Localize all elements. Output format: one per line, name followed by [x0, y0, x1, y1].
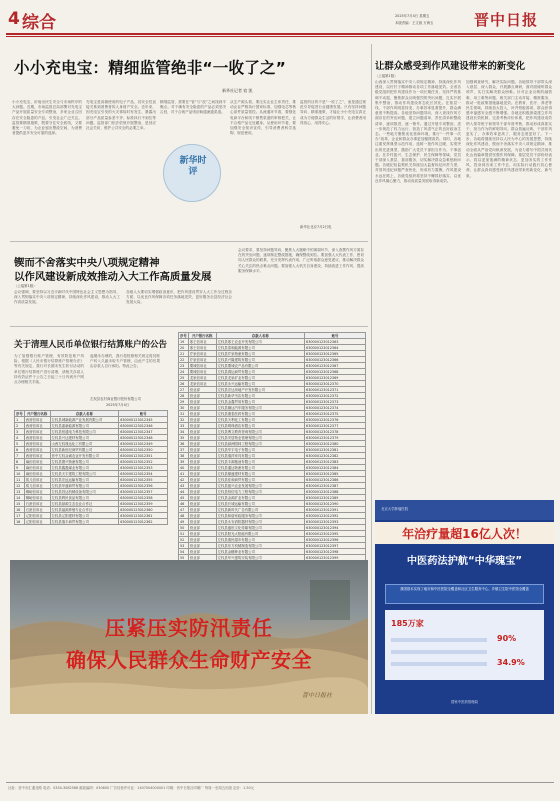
row-no: 43 — [179, 483, 189, 489]
section-divider-2 — [10, 326, 368, 327]
ad-footer: 国家中医药管理局 — [450, 700, 479, 704]
row-branch: 龙泉信用社 — [188, 381, 216, 387]
row-branch: 营业部 — [188, 555, 216, 561]
row-account: 630000123012349 — [119, 441, 168, 447]
row-name: 左权县宏远运输有限公司 — [50, 477, 119, 483]
row-branch: 营业部 — [188, 459, 216, 465]
row-branch: 芹泉信用社 — [188, 357, 216, 363]
row-name: 左权县天宇建筑工程有限公司 — [50, 471, 119, 477]
row-account: 630000123012383 — [305, 459, 366, 465]
tcm-ad — [375, 500, 554, 714]
row-account: 630000123012358 — [119, 495, 168, 501]
top-article — [10, 44, 368, 238]
xinhua-commentary-badge — [163, 144, 221, 202]
row-account: 630000123012376 — [305, 417, 366, 423]
row-no: 45 — [179, 495, 189, 501]
row-name: 左权县德兴物流有限公司 — [50, 459, 119, 465]
row-branch: 寒王信用社 — [188, 339, 216, 345]
row-no: 41 — [179, 471, 189, 477]
row-name: 左权县永兴运输有限公司 — [216, 381, 304, 387]
row-name: 左权县福源养殖专业合作社 — [50, 507, 119, 513]
row-account: 630000123012362 — [119, 519, 168, 525]
row-name: 左权县瑞祥家具有限公司 — [216, 453, 304, 459]
article-body-col3: 精细监管，需要在“管”与“放”之间找到平衡点。对于确有安全隐患的产品必须坚决召回，对于合规产品则应畅通流通渠道。 — [160, 100, 226, 115]
row-account: 630000123012368 — [305, 369, 366, 375]
row-branch: 营业部 — [188, 435, 216, 441]
article-body-col5: 监管的目的不是“一收了之”，而是通过规范引导促进行业健康发展。只有坚持问题导向、精准施策，才能让小小充电宝真正成为方便群众生活的好帮手，让消费者用得放心、用得安心。 — [300, 100, 366, 125]
row-account: 630000123012379 — [305, 435, 366, 441]
row-name: 左权县安居物业管理有限公司 — [216, 435, 304, 441]
row-account: 630000123012389 — [305, 495, 366, 501]
row-no: 44 — [179, 489, 189, 495]
row-account: 630000123012363 — [305, 339, 366, 345]
row-name: 左权县通达物流有限公司 — [216, 465, 304, 471]
row-no: 1 — [15, 417, 25, 423]
row-name: 左权县明珠酒店有限公司 — [216, 423, 304, 429]
row-name: 左权县粟城农产品有限公司 — [216, 363, 304, 369]
row-no: 34 — [179, 429, 189, 435]
row-no: 38 — [179, 453, 189, 459]
mid-article-col1: 会议强调，要坚持以习近平新时代中国特色社会主义思想为指导，深入贯彻落实中央八项规定精神，持续深化作风建设，推动人大工作高质量发展。 — [14, 290, 120, 305]
row-branch: 营业部 — [188, 549, 216, 555]
row-branch: 拐儿信用社 — [24, 477, 50, 483]
col-acct: 账号 — [305, 333, 366, 339]
col-no: 序号 — [180, 334, 187, 338]
row-account: 630000123012361 — [119, 513, 168, 519]
mid-article-col2: 各级人大要切实增强政治意识，把作风建设贯穿人大工作全过程各方面，以优良作风保障各项任务落地见效，更好服务全县经济社会发展大局。 — [126, 290, 232, 305]
row-account: 630000123012355 — [119, 477, 168, 483]
row-account: 630000123012364 — [305, 345, 366, 351]
row-name: 左权县辽阳建材有限公司 — [50, 513, 119, 519]
row-name: 左权县和谐家政服务有限公司 — [216, 513, 304, 519]
row-branch: 营业部 — [188, 447, 216, 453]
ad-strip-text: 北京大学肿瘤医院 — [381, 507, 409, 511]
row-account: 630000123012365 — [305, 351, 366, 357]
row-no: 20 — [179, 345, 189, 351]
row-account: 630000123012387 — [305, 483, 366, 489]
row-account: 630000123012397 — [305, 543, 366, 549]
col-acct: 账号 — [119, 411, 168, 417]
row-no: 6 — [15, 447, 25, 453]
row-name: 左权县金源矿业有限公司 — [216, 495, 304, 501]
row-branch: 营业部 — [188, 495, 216, 501]
row-name: 左权县振兴农业发展有限公司 — [216, 483, 304, 489]
row-no: 23 — [179, 363, 189, 369]
row-account: 630000123012378 — [305, 429, 366, 435]
page-header — [0, 0, 560, 40]
row-account: 630000123012374 — [305, 405, 366, 411]
row-account: 630000123012381 — [305, 447, 366, 453]
ad-headline-band — [375, 522, 554, 544]
row-no: 26 — [179, 381, 189, 387]
row-branch: 营业部 — [188, 501, 216, 507]
article-body-col4: 从生产源头看，要压实企业主体责任，推动企业严格执行国家标准，加强电芯等核心部件质量管控。从流通环节看，要强化电商平台和线下销售渠道的审核把关，让不合格产品无处藏身。从使用环节看，要加强安全知识宣传，引导消费者科学选购、规范使用。 — [230, 100, 296, 136]
row-name: 左权县华宇电子有限公司 — [216, 447, 304, 453]
table-row — [15, 519, 168, 525]
row-branch: 西营信用社 — [24, 435, 50, 441]
row-branch: 桐峪信用社 — [24, 489, 50, 495]
row-branch: 麻田信用社 — [24, 471, 50, 477]
row-name: 山西左权晟达化工有限公司 — [50, 441, 119, 447]
row-account: 630000123012353 — [119, 465, 168, 471]
ad-stat-1: 185万家 — [391, 619, 424, 628]
row-branch: 桐峪信用社 — [24, 495, 50, 501]
account-table-left — [14, 410, 168, 525]
row-name: 左权县寒王农业开发有限公司 — [216, 339, 304, 345]
row-no: 50 — [179, 525, 189, 531]
row-no: 51 — [179, 531, 189, 537]
row-name: 左权县恒信电力工程有限公司 — [216, 489, 304, 495]
ad-stat-2: 90% — [497, 634, 517, 643]
row-no: 15 — [15, 501, 25, 507]
notice-body: 为了加强银行账户管理，有效防范账户风险，根据《人民币银行结算账户管理办法》等有关规定，我行对长期未发生收付活动的单位银行结算账户进行清理，请相关存款人持有效证件于公告之日起三十日内到开户网点办理相关手续。 — [14, 354, 84, 385]
row-account: 630000123012398 — [305, 549, 366, 555]
section-title: 综合 — [22, 13, 56, 33]
row-account: 630000123012351 — [119, 453, 168, 459]
ad-subhead: 中医药法护航“中华瑰宝” — [406, 556, 523, 567]
issue-date: 2025年7月4日 星期五 — [395, 14, 430, 18]
ad-stat-bar-3 — [391, 662, 487, 666]
row-no: 4 — [15, 435, 25, 441]
account-table-right — [178, 332, 366, 561]
right-article-tag: （上接第1版） — [375, 74, 398, 78]
row-account: 630000123012359 — [119, 501, 168, 507]
row-name: 左权县东方机械制造有限公司 — [216, 543, 304, 549]
row-no: 9 — [15, 465, 25, 471]
row-no: 19 — [179, 339, 189, 345]
row-account: 630000123012371 — [305, 387, 366, 393]
flood-slogan-1: 压紧压实防汛责任 — [105, 616, 273, 640]
row-name: 左权县鑫磊煤业有限公司 — [50, 465, 119, 471]
row-branch: 石匣信用社 — [24, 501, 50, 507]
page-number: 4 — [8, 9, 20, 29]
row-no: 32 — [179, 417, 189, 423]
notice-footer-org: 左权县农村商业银行股份有限公司 — [90, 397, 141, 401]
row-no: 5 — [15, 441, 25, 447]
row-name: 左权县金穗种业有限公司 — [216, 549, 304, 555]
row-branch: 麻田信用社 — [24, 465, 50, 471]
article-dateline: 新华社北京7月2日电 — [300, 225, 332, 229]
row-no: 27 — [179, 387, 189, 393]
article-headline: 小小充电宝：精细监管绝非“一收了之” — [14, 59, 286, 77]
ad-stat-3: 34.9% — [497, 658, 525, 667]
row-no: 55 — [179, 555, 189, 561]
row-branch: 西营信用社 — [24, 453, 50, 459]
right-article-col2: 加强调查研究，解决实际问题。各地领导干部带头深入基层、深入群众，开展蹲点调研，面对面倾听群众呼声，实打实解决群众困难。针对企业反映的融资难、用工难等问题，相关部门主动对接、精准服务，推动一批政策措施落地见效。在教育、医疗、养老等民生领域，持续加大投入，补齐短板弱项，群众获得感幸福感安全感不断增强。各地还积极探索建立作风建设长效机制，完善考核评价体系，把作风建设成效纳入领导班子和领导干部年度考核，推动形成真抓实干、担当作为的鲜明导向。群众普遍反映，干部作风更实了，办事效率更高了，服务态度更好了。下一步，各地将继续坚持以人民为中心的发展思想，持续深化作风建设，锲而不舍落实中央八项规定精神，推动全面从严治党向纵深发展，为奋力谱写中国式现代化山西篇章提供坚强作风保障。基层党员干部纷纷表示，将以更加饱满的精神状态、更加务实的工作作风，投身到各项工作中去，用实际行动践行初心使命，让群众真切感受到作风建设带来的新变化、新气象。 — [466, 80, 552, 178]
row-branch: 营业部 — [188, 405, 216, 411]
row-account: 630000123012357 — [119, 489, 168, 495]
row-name: 左权县惠民超市有限公司 — [216, 537, 304, 543]
row-no: 28 — [179, 393, 189, 399]
badge-label: 新华时评 — [179, 156, 207, 177]
row-account: 630000123012382 — [305, 453, 366, 459]
ad-headline: 年洽疗量超16亿人次！ — [402, 527, 527, 541]
row-name: 左权县龙泉矿业有限公司 — [216, 375, 304, 381]
row-no: 3 — [15, 429, 25, 435]
ad-stat-bar-1 — [391, 638, 487, 642]
row-branch: 龙泉信用社 — [188, 375, 216, 381]
row-branch: 营业部 — [188, 465, 216, 471]
row-no: 7 — [15, 453, 25, 459]
row-name: 左权县阳光太阳能有限公司 — [216, 531, 304, 537]
row-branch: 营业部 — [188, 531, 216, 537]
row-branch: 寒王信用社 — [188, 345, 216, 351]
masthead: 晋中日报 — [474, 11, 539, 29]
row-account: 630000123012377 — [305, 423, 366, 429]
row-no: 39 — [179, 459, 189, 465]
page-editors: 本版责编：王文琼 万海玉 — [395, 21, 434, 25]
notice-title: 关于清理人民币单位银行结算账户的公告 — [14, 340, 168, 350]
row-no: 11 — [15, 477, 25, 483]
row-branch: 西营信用社 — [24, 423, 50, 429]
row-account: 630000123012399 — [305, 555, 366, 561]
row-account: 630000123012345 — [119, 417, 168, 423]
row-account: 630000123012390 — [305, 501, 366, 507]
row-branch: 营业部 — [188, 417, 216, 423]
ad-top-strip — [375, 500, 554, 520]
row-name: 左权县瑞丰商贸有限公司 — [50, 519, 119, 525]
row-account: 630000123012360 — [119, 507, 168, 513]
row-account: 630000123012395 — [305, 531, 366, 537]
page-footer: 社址：晋中市汇通北路 电话：0354-3082588 邮政编码：030600 广告经营许可证：1407004000001 印刷：晋中日报社印刷厂 每周一至周五出版 定价：1.50元 — [8, 786, 255, 790]
col-no: 序号 — [16, 412, 23, 416]
col-name: 存款人名称 — [216, 333, 304, 339]
row-account: 630000123012386 — [305, 477, 366, 483]
row-account: 630000123012346 — [119, 423, 168, 429]
row-account: 630000123012384 — [305, 465, 366, 471]
row-branch: 西营信用社 — [24, 417, 50, 423]
row-branch: 麻田信用社 — [24, 459, 50, 465]
row-account: 630000123012380 — [305, 441, 366, 447]
row-account: 630000123012350 — [119, 447, 168, 453]
row-account: 630000123012373 — [305, 399, 366, 405]
row-branch: 营业部 — [188, 543, 216, 549]
row-account: 630000123012391 — [305, 507, 366, 513]
row-account: 630000123012375 — [305, 411, 366, 417]
row-no: 22 — [179, 357, 189, 363]
row-account: 630000123012347 — [119, 429, 168, 435]
col-branch: 开户银行名称 — [24, 411, 50, 417]
article-body-col2: 充电宝是高频使用的电子产品，其安全性直接关系到消费者的人身财产安全。近年来，因充电宝引发的火灾事故时有发生，暴露出部分产品质量参差不齐、标准执行不到位等问题。监管部门依法依规开展整治，是回应社会关切、维护公共安全的必要之举。 — [86, 100, 156, 131]
ad-stat-bar-2 — [391, 650, 487, 654]
footer-rule — [6, 782, 554, 783]
row-name: 左权县永安消防器材有限公司 — [216, 519, 304, 525]
row-branch: 西营信用社 — [24, 447, 50, 453]
row-no: 49 — [179, 519, 189, 525]
flood-signature: 晋中日报社 — [302, 692, 333, 699]
row-no: 21 — [179, 351, 189, 357]
row-no: 54 — [179, 549, 189, 555]
row-name: 左权县芹泉物流有限公司 — [216, 351, 304, 357]
row-branch: 营业部 — [188, 441, 216, 447]
row-no: 37 — [179, 447, 189, 453]
notice-footer-date: 2025年7月4日 — [106, 403, 130, 407]
row-branch: 营业部 — [188, 429, 216, 435]
row-branch: 营业部 — [188, 537, 216, 543]
row-account: 630000123012394 — [305, 525, 366, 531]
row-name: 左权县佳和商贸有限公司 — [216, 477, 304, 483]
account-notice — [10, 330, 368, 558]
row-account: 630000123012396 — [305, 537, 366, 543]
row-name: 左权县恒通电力科技有限公司 — [50, 429, 119, 435]
right-article-headline: 让群众感受到作风建设带来的新变化 — [375, 61, 526, 72]
row-branch: 营业部 — [188, 477, 216, 483]
row-branch: 营业部 — [188, 525, 216, 531]
row-account: 630000123012370 — [305, 381, 366, 387]
row-no: 2 — [15, 423, 25, 429]
row-name: 左权县城新能源产业发展有限公司 — [50, 417, 119, 423]
row-no: 42 — [179, 477, 189, 483]
row-name: 左权县利民食品有限公司 — [50, 495, 119, 501]
row-no: 16 — [15, 507, 25, 513]
right-article-col1: 山西深入贯彻落实中央八项规定精神，持续深化作风建设，以钉钉子精神推动各项工作落地见效。全省各级党组织把作风建设作为一项长期任务，坚持严的基调不动摇，聚焦群众反映强烈的突出问题，扎实开展集中整治，推动作风建设常态化长效化。在基层一线，干部作风明显转变，办事效率显著提升，群众满意度不断提高。各地坚持问题导向，深入查找作风方面存在的突出问题，建立问题清单、责任清单和整改清单，逐项推进、逐一销号。通过开展专项整治，进一步规范了权力运行，营造了风清气正的良好政治生态。一些地方聚焦优化营商环境，推行“一件事一次办”改革，企业和群众办事更加便捷高效。同时，各地注重发挥典型示范作用，选树一批作风过硬、实绩突出的先进典型，激励广大党员干部担当作为、干事创业。在乡村振兴、生态保护、民生保障等领域，党员干部深入基层、靠前服务，切实解决群众急难愁盼问题。各级纪检监察机关持续加大监督执纪问责力度，对顶风违纪问题严查快处，形成有力震慑。作风建设永远在路上，各级党组织将坚持不懈抓好落实，以优良作风凝心聚力，推动高质量发展取得新成效。 — [375, 80, 461, 183]
row-name: 左权县新时代广告有限公司 — [216, 507, 304, 513]
row-name: 左权县兴达建材有限公司 — [50, 435, 119, 441]
row-name: 左权县丰源粮油有限公司 — [216, 459, 304, 465]
row-branch: 营业部 — [188, 483, 216, 489]
row-no: 33 — [179, 423, 189, 429]
row-name: 左权县新华书店有限公司 — [216, 393, 304, 399]
row-no: 47 — [179, 507, 189, 513]
row-name: 左权县华盛商贸有限公司 — [50, 483, 119, 489]
row-name: 左权县泰和能源有限公司 — [216, 345, 304, 351]
row-no: 48 — [179, 513, 189, 519]
row-name: 左权县鸿运商贸有限公司 — [216, 369, 304, 375]
row-branch: 营业部 — [188, 513, 216, 519]
row-branch: 石匣信用社 — [24, 507, 50, 513]
article-byline: 新华社记者 宿 凯 — [222, 88, 253, 93]
row-branch: 营业部 — [188, 519, 216, 525]
row-no: 40 — [179, 465, 189, 471]
row-no: 46 — [179, 501, 189, 507]
row-account: 630000123012354 — [119, 471, 168, 477]
col-branch: 开户银行名称 — [188, 333, 216, 339]
row-branch: 芹泉信用社 — [188, 351, 216, 357]
row-no: 53 — [179, 543, 189, 549]
row-account: 630000123012348 — [119, 435, 168, 441]
row-branch: 营业部 — [188, 399, 216, 405]
row-no: 18 — [15, 519, 25, 525]
mid-article-headline-2: 以作风建设新成效推动入大工作高质量发展 — [14, 271, 212, 283]
row-branch: 营业部 — [188, 423, 216, 429]
row-name: 晋中左权众诚农业开发有限公司 — [50, 453, 119, 459]
row-account: 630000123012385 — [305, 471, 366, 477]
row-branch: 粟城信用社 — [188, 363, 216, 369]
header-rule-thin — [6, 36, 554, 37]
section-divider — [10, 241, 368, 242]
row-name: 左权县鼎盛建材有限公司 — [216, 471, 304, 477]
row-name: 左权县康泰医药有限公司 — [216, 411, 304, 417]
row-no: 31 — [179, 411, 189, 417]
flood-banner — [10, 560, 368, 714]
row-branch: 营业部 — [188, 507, 216, 513]
row-no: 12 — [15, 483, 25, 489]
row-name: 左权县顺达汽车服务有限公司 — [216, 405, 304, 411]
header-rule — [6, 33, 554, 35]
row-name: 左权县长城运输有限公司 — [216, 501, 304, 507]
ad-box-title: 我国基本实现了地市和中医医院全覆盖和社区卫生服务中心、乡镇卫生院中医馆全覆盖 — [400, 587, 529, 591]
row-branch: 粟城信用社 — [188, 369, 216, 375]
row-account: 630000123012369 — [305, 375, 366, 381]
article-body-col1: 小小充电宝，折射出民生安全与市场秩序的大问题。近期，市场监管总局部署对充电宝产品开展质量安全专项整治，多家企业召回存在安全隐患的产品，引发社会广泛关注。监管要精准施策，既要守住安全底线，又要避免一刀切，为企业留出整改空间，为消费者提供更多安全可靠的选择。 — [12, 100, 82, 136]
row-no: 35 — [179, 435, 189, 441]
row-no: 24 — [179, 369, 189, 375]
mid-article-tag: （上接第1版） — [14, 284, 37, 288]
row-name: 左权县金鑫贸易有限公司 — [216, 399, 304, 405]
row-no: 17 — [15, 513, 25, 519]
row-name: 左权县天利化工有限公司 — [216, 417, 304, 423]
row-no: 36 — [179, 441, 189, 447]
ad-info-box — [385, 584, 544, 604]
flood-slogan-2: 确保人民群众生命财产安全 — [66, 648, 312, 672]
row-name: 左权县绿源生态农业合作社 — [50, 501, 119, 507]
row-branch: 辽阳信用社 — [24, 519, 50, 525]
row-no: 29 — [179, 399, 189, 405]
row-branch: 拐儿信用社 — [24, 483, 50, 489]
column-divider — [371, 44, 372, 714]
row-branch: 辽阳信用社 — [24, 513, 50, 519]
row-account: 630000123012392 — [305, 513, 366, 519]
row-account: 630000123012356 — [119, 483, 168, 489]
col-name: 存款人名称 — [50, 411, 119, 417]
row-no: 25 — [179, 375, 189, 381]
row-branch: 西营信用社 — [24, 429, 50, 435]
mid-article — [10, 244, 368, 322]
row-branch: 营业部 — [188, 453, 216, 459]
row-account: 630000123012366 — [305, 357, 366, 363]
row-branch: 营业部 — [188, 471, 216, 477]
row-name: 左权县昌达机械设备有限公司 — [50, 489, 119, 495]
row-branch: 营业部 — [188, 387, 216, 393]
row-name: 左权县绿洲园林工程有限公司 — [216, 441, 304, 447]
row-name: 左权县盛世文化传媒有限公司 — [216, 525, 304, 531]
row-account: 630000123012388 — [305, 489, 366, 495]
row-no: 8 — [15, 459, 25, 465]
row-account: 630000123012352 — [119, 459, 168, 465]
row-name: 左权县华兴建筑安装有限公司 — [216, 555, 304, 561]
row-name: 左权县宏达房地产开发有限公司 — [216, 387, 304, 393]
row-branch: 营业部 — [188, 393, 216, 399]
notice-body-2: 逾期未办理的，我行将按照相关规定将其账户转入久悬未取专户管理，由此产生的后果由存款人自行承担。特此公告。 — [90, 354, 160, 369]
row-no: 30 — [179, 405, 189, 411]
row-no: 52 — [179, 537, 189, 543]
row-name: 左权县新世纪商贸有限公司 — [50, 447, 119, 453]
row-name: 左权县嘉新能源有限公司 — [50, 423, 119, 429]
ad-stat-panel — [385, 610, 544, 680]
row-name: 左权县博文教育咨询有限公司 — [216, 429, 304, 435]
mid-article-col3: 会议要求，要坚持问题导向，聚焦人大履职中的薄弱环节，深入查摆作风方面存在的突出问题，逐项制定整改措施，确保整改到位。要加强人大代表工作，密切同人民群众的联系，充分发挥代表作用，广泛听取群众意见建议，推动解决群众关心关注的热点难点问题。要加强人大机关自身建设，持续改进工作作风，提高服务保障水平。 — [238, 248, 364, 273]
row-account: 630000123012367 — [305, 363, 366, 369]
row-no: 13 — [15, 489, 25, 495]
row-no: 14 — [15, 495, 25, 501]
row-account: 630000123012372 — [305, 393, 366, 399]
row-branch: 营业部 — [188, 411, 216, 417]
row-branch: 营业部 — [188, 489, 216, 495]
row-name: 左权县兴隆建筑有限公司 — [216, 357, 304, 363]
row-no: 10 — [15, 471, 25, 477]
row-account: 630000123012393 — [305, 519, 366, 525]
row-branch: 西营信用社 — [24, 441, 50, 447]
mid-article-headline-1: 锲而不舍落实中央八项规定精神 — [14, 257, 160, 269]
right-article — [375, 44, 553, 499]
